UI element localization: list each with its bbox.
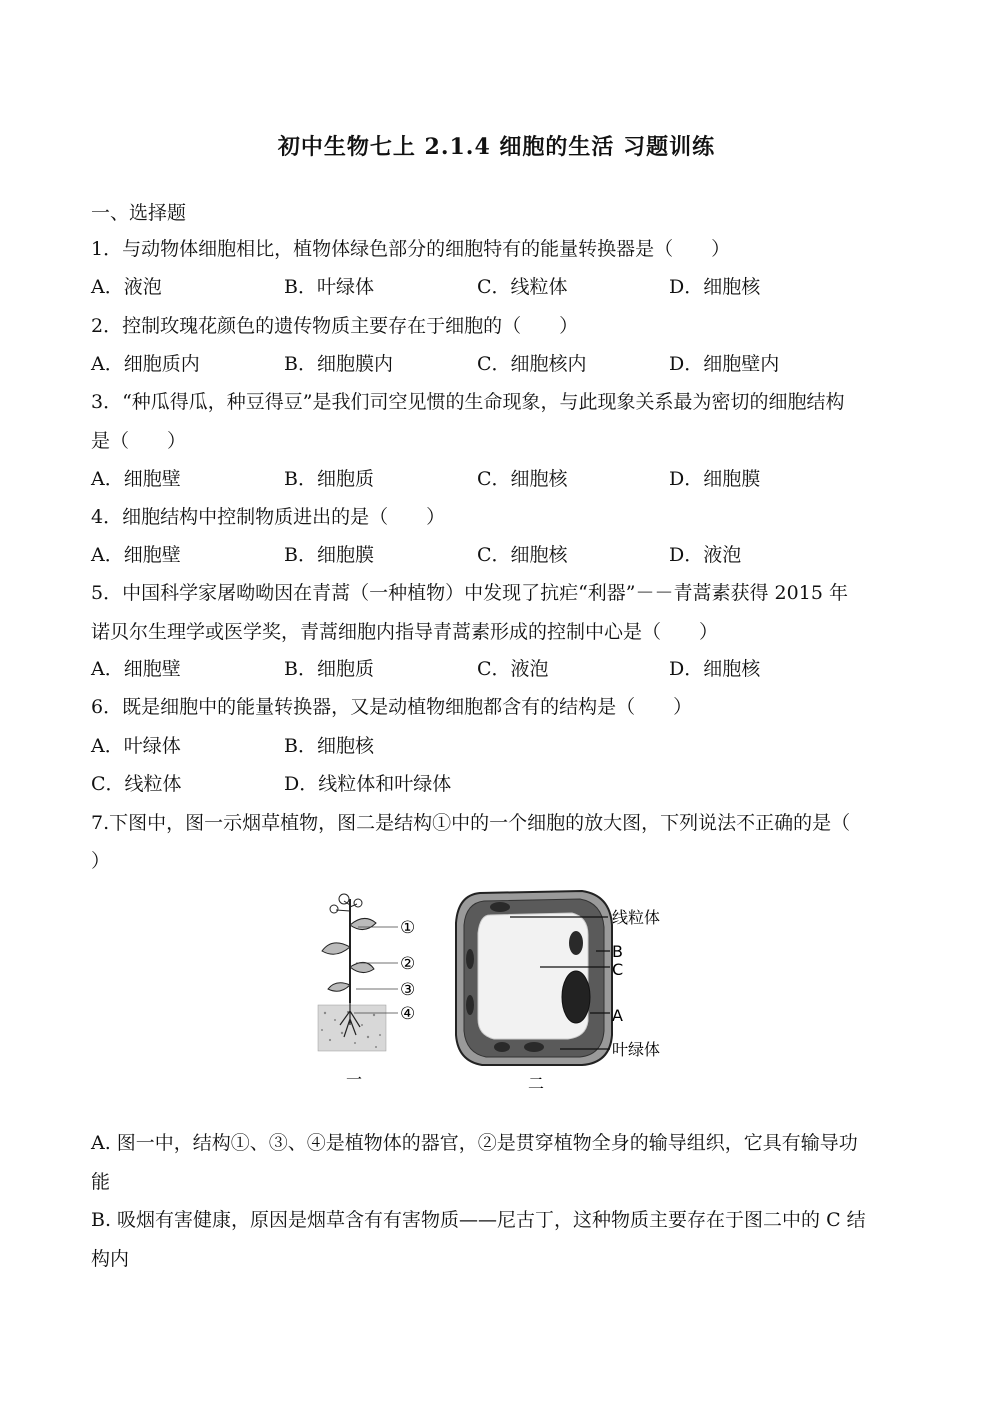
q2-option-a: A．细胞质内 — [91, 353, 200, 375]
q6-option-b: B．细胞核 — [284, 735, 374, 757]
q6-option-a: A．叶绿体 — [91, 735, 181, 757]
q4-option-c: C．细胞核 — [477, 544, 568, 566]
q2-option-d: D．细胞壁内 — [669, 353, 780, 375]
q4-option-a: A．细胞壁 — [91, 544, 181, 566]
q1-option-b: B．叶绿体 — [284, 276, 374, 298]
question-7-stem: 7.下图中，图一示烟草植物，图二是结构①中的一个细胞的放大图，下列说法不正确的是（ — [91, 812, 851, 834]
plant-cell-drawing — [456, 891, 612, 1065]
cell-label-chloroplast: 叶绿体 — [612, 1040, 661, 1059]
question-2-stem: 2．控制玫瑰花颜色的遗传物质主要存在于细胞的（ ） — [91, 315, 579, 337]
q3-option-a: A．细胞壁 — [91, 468, 181, 490]
tobacco-plant-drawing — [318, 894, 398, 1051]
question-6-stem: 6．既是细胞中的能量转换器，又是动植物细胞都含有的结构是（ ） — [91, 696, 693, 718]
q7-option-b-cont: 构内 — [91, 1248, 130, 1270]
q5-option-d: D．细胞核 — [669, 658, 761, 680]
plant-label-4: ④ — [400, 1004, 416, 1024]
section-heading: 一、选择题 — [91, 202, 187, 224]
cell-label-b: B — [612, 942, 623, 961]
q7-option-a-cont: 能 — [91, 1171, 111, 1193]
q5-option-c: C．液泡 — [477, 658, 549, 680]
question-3-stem-cont: 是（ ） — [91, 430, 187, 452]
q1-option-c: C．线粒体 — [477, 276, 568, 298]
q5-option-a: A．细胞壁 — [91, 658, 181, 680]
q2-option-c: C．细胞核内 — [477, 353, 587, 375]
question-3-stem: 3．“种瓜得瓜，种豆得豆”是我们司空见惯的生命现象，与此现象关系最为密切的细胞结构 — [91, 391, 845, 413]
q3-option-c: C．细胞核 — [477, 468, 568, 490]
q7-option-a: A. 图一中，结构①、③、④是植物体的器官，②是贯穿植物全身的输导组织，它具有输导功 — [91, 1132, 858, 1154]
q4-option-b: B．细胞膜 — [284, 544, 374, 566]
q5-option-b: B．细胞质 — [284, 658, 374, 680]
cell-label-c: C — [612, 960, 624, 979]
plant-label-1: ① — [400, 918, 416, 938]
question-5-stem-cont: 诺贝尔生理学或医学奖，青蒿细胞内指导青蒿素形成的控制中心是（ ） — [91, 621, 719, 643]
plant-label-3: ③ — [400, 980, 416, 1000]
q6-option-c: C．线粒体 — [91, 773, 182, 795]
q2-option-b: B．细胞膜内 — [284, 353, 393, 375]
q3-option-d: D．细胞膜 — [669, 468, 761, 490]
q4-option-d: D．液泡 — [669, 544, 742, 566]
q6-option-d: D．线粒体和叶绿体 — [284, 773, 452, 795]
figure-2-caption: 二 — [527, 1074, 545, 1093]
question-7-figure — [310, 885, 690, 1100]
question-1-stem: 1．与动物体细胞相比，植物体绿色部分的细胞特有的能量转换器是（ ） — [91, 238, 731, 260]
question-4-stem: 4．细胞结构中控制物质进出的是（ ） — [91, 506, 446, 528]
question-7-stem-cont: ） — [91, 850, 111, 872]
cell-label-a: A — [612, 1006, 623, 1025]
page-title: 初中生物七上 2.1.4 细胞的生活 习题训练 — [277, 134, 716, 160]
q3-option-b: B．细胞质 — [284, 468, 374, 490]
plant-label-2: ② — [400, 954, 416, 974]
q1-option-d: D．细胞核 — [669, 276, 761, 298]
question-5-stem: 5．中国科学家屠呦呦因在青蒿（一种植物）中发现了抗疟“利器”－－青蒿素获得 2015 年 — [91, 582, 848, 604]
plant-and-cell-diagram — [310, 885, 690, 1100]
q7-option-b: B. 吸烟有害健康，原因是烟草含有有害物质——尼古丁，这种物质主要存在于图二中的 C 结 — [91, 1209, 866, 1231]
q1-option-a: A．液泡 — [91, 276, 162, 298]
figure-1-caption: 一 — [345, 1070, 363, 1089]
cell-label-mitochondria: 线粒体 — [612, 908, 661, 927]
